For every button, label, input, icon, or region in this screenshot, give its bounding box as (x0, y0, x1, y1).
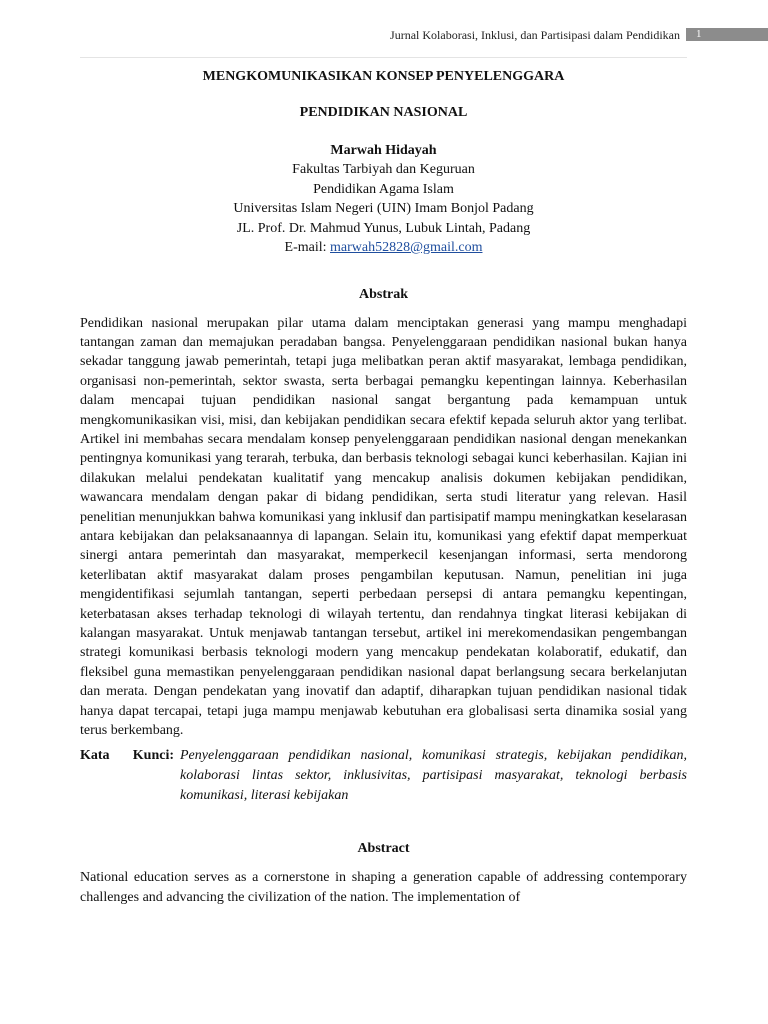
abstract-heading: Abstract (357, 841, 410, 857)
keywords-text: Penyelenggaraan pendidikan nasional, komunikasi strategis, kebijakan pendidikan, kolaborasi lintas sektor, inklusivitas, partisipasi masyarakat, teknologi berbasis komunikasi, literasi kebijakan (180, 748, 687, 803)
abstract-text: National education serves as a cornerstone in shaping a generation capable of addressing contemporary challenges and advancing the civilization of the nation. The implementation of (80, 870, 687, 905)
email-link[interactable]: marwah52828@gmail.com (330, 240, 483, 255)
page-number: 1 (686, 28, 768, 41)
author-address: JL. Prof. Dr. Mahmud Yunus, Lubuk Lintah, Padang (236, 220, 531, 236)
running-header (0, 27, 768, 43)
journal-name: Jurnal Kolaborasi, Inklusi, dan Partisipasi dalam Pendidikan (390, 28, 680, 42)
author-university: Universitas Islam Negeri (UIN) Imam Bonjol Padang (233, 201, 534, 216)
author-department: Pendidikan Agama Islam (313, 181, 454, 197)
keywords-block (80, 746, 687, 805)
abstrak-text: Pendidikan nasional merupakan pilar utama dalam menciptakan generasi yang mampu menghadapi tantangan zaman dan memajukan peradaban bangsa. Penyelenggaraan pendidikan nasional bukan hanya sekadar tanggung jawab pemerintah, tetapi juga melibatkan peran aktif masyarakat, lembaga pendidikan, organisasi non-pemerintah, sektor swasta, serta berbagai pemangku kepentingan lainnya. Keberhasilan dalam mencapai tujuan pendidikan nasional sangat bergantung pada kemampuan untuk mengkomunikasikan visi, misi, dan kebijakan pendidikan secara efektif kepada seluruh aktor yang terlibat. Artikel ini membahas secara mendalam konsep penyelenggaraan pendidikan nasional dengan menekankan pentingnya komunikasi yang terarah, terbuka, dan berbasis teknologi sebagai kunci keberhasilan. Kajian ini dilakukan melalui pendekatan kualitatif yang mencakup analisis dokumen kebijakan pendidikan, wawancara mendalam dengan pakar di bidang pendidikan, serta studi literatur yang relevan. Hasil penelitian menunjukkan bahwa komunikasi yang inklusif dan partisipatif mampu meningkatkan keselarasan antara kebijakan dan pelaksanaannya di lapangan. Selain itu, komunikasi yang efektif dapat memperkuat sinergi antara pemerintah dan masyarakat, memperkecil kesenjangan informasi, serta mendorong keterlibatan aktif masyarakat dalam proses pengambilan keputusan. Namun, penelitian ini juga mengidentifikasi sejumlah tantangan, seperti perbedaan persepsi di antara pemangku kepentingan, keterbatasan akses terhadap teknologi di wilayah tertentu, dan rendahnya tingkat literasi kebijakan di kalangan masyarakat. Untuk menjawab tantangan tersebut, artikel ini merekomendasikan pengembangan strategi komunikasi berbasis teknologi modern yang mencakup pendekatan kolaboratif, edukatif, dan fleksibel guna memastikan penyelenggaraan pendidikan nasional dapat berlangsung secara berkelanjutan dan merata. Dengan pendekatan yang inovatif dan adaptif, diharapkan tujuan pendidikan nasional tidak hanya dapat tercapai, tetapi juga mampu menjawab kebutuhan era globalisasi serta dinamika sosial yang terus berkembang. (80, 315, 687, 739)
article-body (80, 67, 687, 907)
header-divider (80, 57, 687, 58)
author-name: Marwah Hidayah (330, 143, 437, 158)
author-faculty: Fakultas Tarbiyah dan Keguruan (292, 162, 475, 177)
keywords-label (80, 746, 180, 805)
email-label: E-mail: (284, 240, 331, 255)
article-title-line-2: PENDIDIKAN NASIONAL (299, 105, 468, 120)
article-title-line-1: MENGKOMUNIKASIKAN KONSEP PENYELENGGARA (202, 69, 565, 84)
author-email-line (80, 238, 687, 258)
keywords-label-word-2: Kunci: (132, 748, 174, 764)
keywords-label-word-1: Kata (80, 748, 110, 764)
abstrak-heading: Abstrak (358, 286, 408, 302)
